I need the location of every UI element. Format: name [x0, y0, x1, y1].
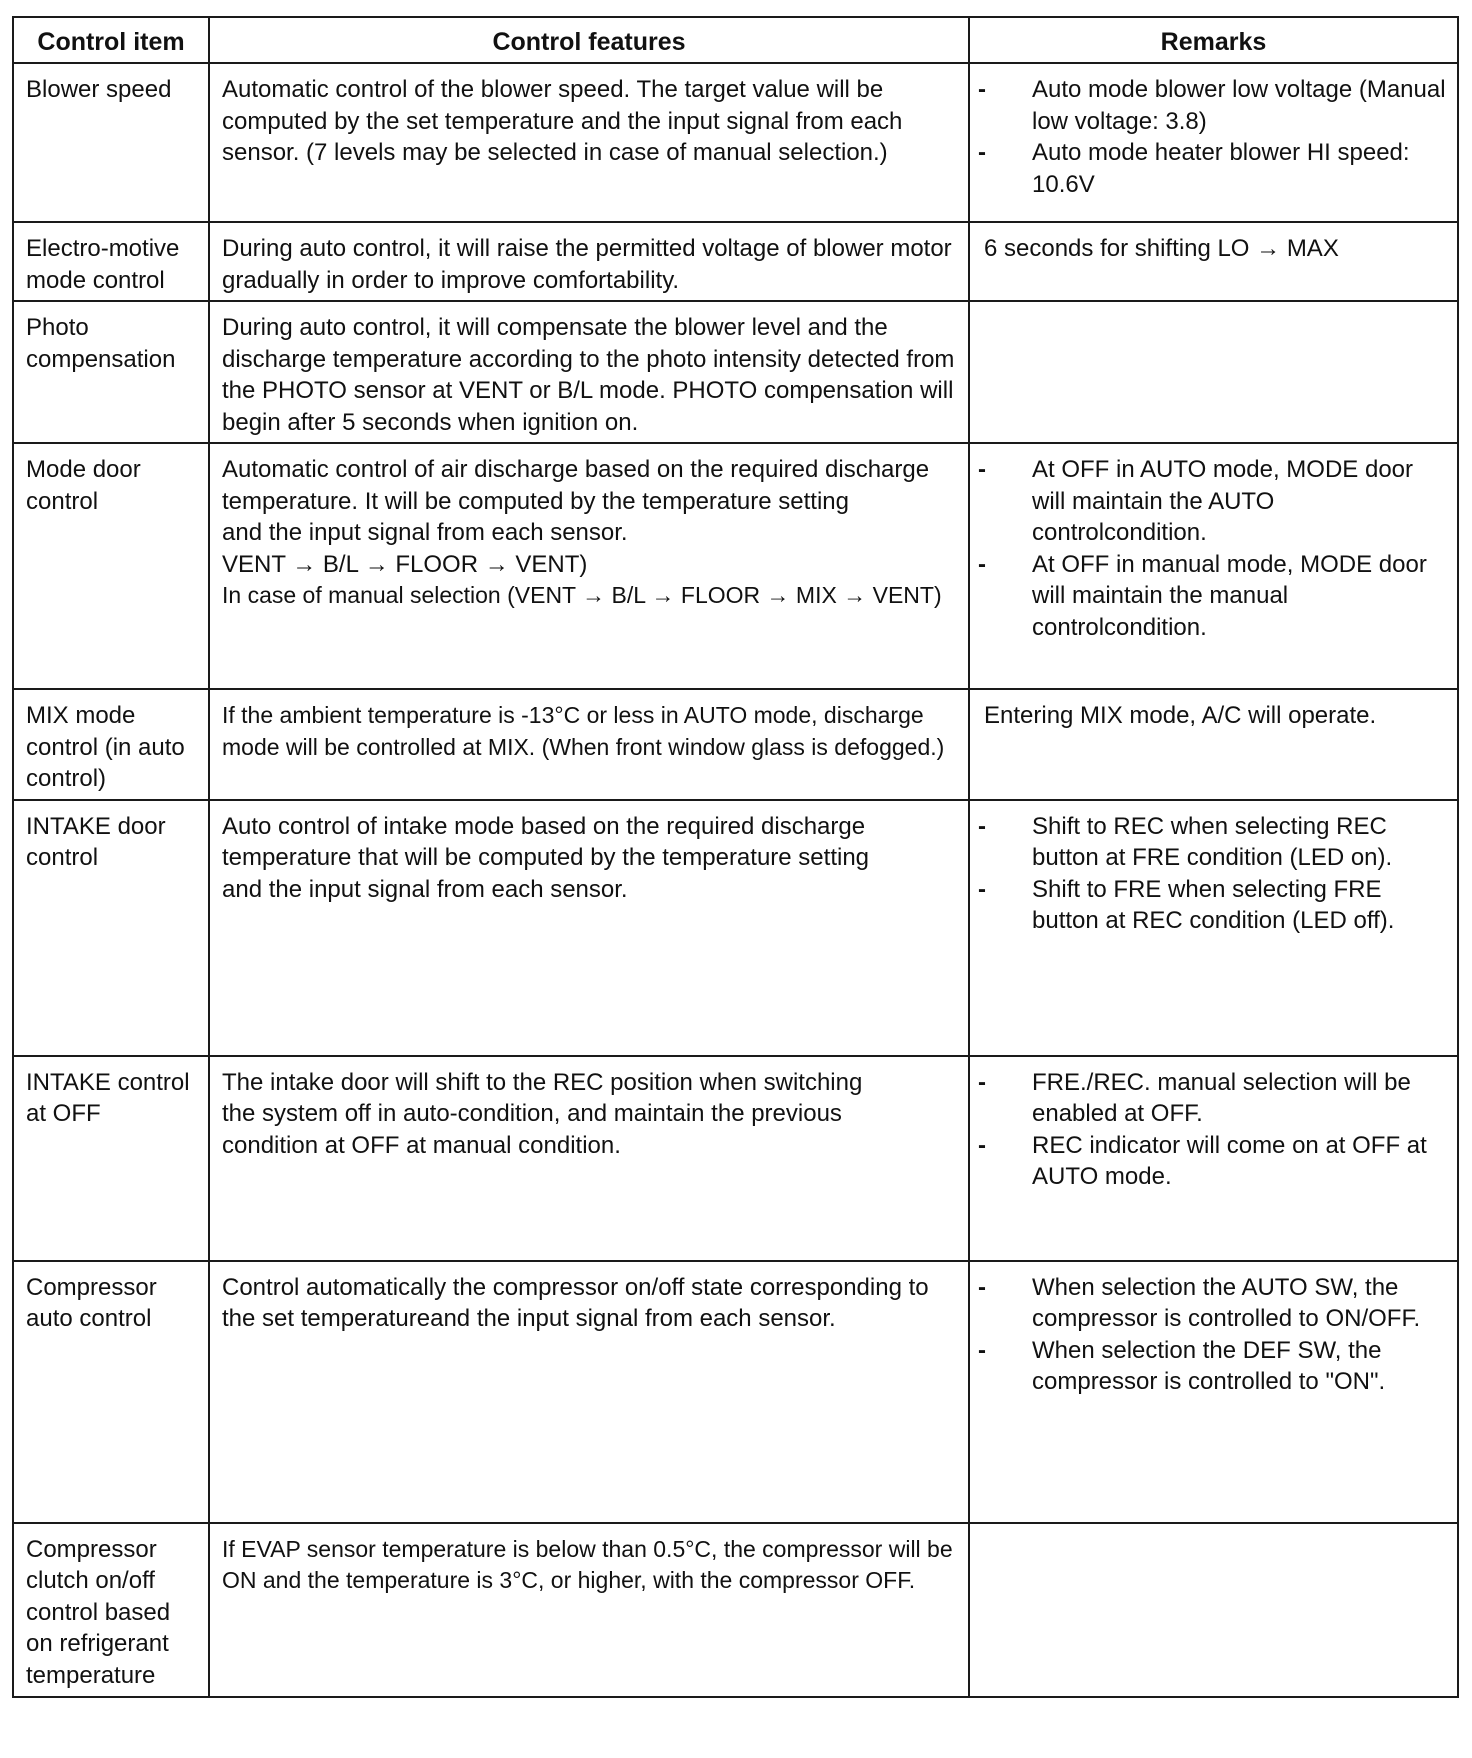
header-row [13, 17, 1458, 63]
control-table-sheet [12, 16, 1457, 1698]
table-row [13, 301, 1458, 443]
control-table [12, 16, 1459, 1698]
remark-bullet: - Shift to FRE when selecting FRE button at REC condition (LED off). [970, 874, 1449, 937]
table-row [13, 1523, 1458, 1697]
row-control-item: Compressor clutch on/off control based on refrigerant temperature [13, 1523, 209, 1697]
remark-bullet: - REC indicator will come on at OFF at AUTO mode. [970, 1130, 1449, 1193]
feature-line: In case of manual selection (VENT → B/L → FLOOR → MIX → VENT) [222, 582, 942, 608]
row-control-features: If the ambient temperature is -13°C or less in AUTO mode, discharge mode will be controlled at MIX. (When front window glass is defogged.) [209, 689, 969, 800]
feature-line: Automatic control of air discharge based on the required discharge [222, 456, 930, 483]
feature-line: temperature that will be computed by the temperature setting [222, 844, 870, 871]
row-remarks [969, 63, 1458, 222]
row-control-features [209, 443, 969, 689]
feature-line: and the input signal from each sensor. [222, 875, 628, 903]
row-control-item: Mode door control [13, 443, 209, 689]
header-remarks: Remarks [969, 17, 1458, 63]
row-control-item: Compressor auto control [13, 1261, 209, 1523]
row-control-item: Photo compensation [13, 301, 209, 443]
row-remarks [969, 1056, 1458, 1261]
remark-text: Entering MIX mode, A/C will operate. [984, 702, 1377, 729]
table-row [13, 222, 1458, 301]
row-remarks [969, 800, 1458, 1056]
remark-bullet: - When selection the DEF SW, the compressor is controlled to "ON". [970, 1335, 1449, 1398]
row-control-features [209, 800, 969, 1056]
row-control-item: MIX mode control (in auto control) [13, 689, 209, 800]
row-remarks [969, 1523, 1458, 1697]
row-remarks [969, 689, 1458, 800]
row-remarks [969, 222, 1458, 301]
table-row [13, 689, 1458, 800]
row-control-item: INTAKE control at OFF [13, 1056, 209, 1261]
row-control-item: Electro-motive mode control [13, 222, 209, 301]
feature-line: Auto control of intake mode based on the required discharge [222, 812, 866, 840]
remark-bullet: - When selection the AUTO SW, the compressor is controlled to ON/OFF. [970, 1272, 1449, 1335]
row-remarks [969, 443, 1458, 689]
table-row [13, 1056, 1458, 1261]
header-control-features: Control features [209, 17, 969, 63]
feature-line: temperature. It will be computed by the temperature setting [222, 487, 849, 515]
remark-bullet: - At OFF in AUTO mode, MODE door will maintain the AUTO controlcondition. [970, 454, 1449, 549]
row-control-features [209, 1056, 969, 1261]
row-remarks [969, 301, 1458, 443]
table-row [13, 1261, 1458, 1523]
row-control-features: Automatic control of the blower speed. The target value will be computed by the set temperature and the input signal from each sensor. (7 levels may be selected in case of manual selection.) [209, 63, 969, 222]
row-control-features: During auto control, it will raise the permitted voltage of blower motor gradually in order to improve comfortability. [209, 222, 969, 301]
feature-line: condition at OFF at manual condition. [222, 1131, 621, 1159]
remark-bullet: - At OFF in manual mode, MODE door will maintain the manual controlcondition. [970, 549, 1449, 644]
remark-bullet: - Auto mode blower low voltage (Manual low voltage: 3.8) [970, 74, 1449, 137]
remark-bullet: - FRE./REC. manual selection will be enabled at OFF. [970, 1067, 1449, 1130]
feature-line: VENT → B/L → FLOOR → VENT) [222, 550, 588, 578]
feature-line: the system off in auto-condition, and maintain the previous [222, 1100, 842, 1127]
row-control-item: Blower speed [13, 63, 209, 222]
feature-line: The intake door will shift to the REC position when switching [222, 1068, 863, 1096]
remark-bullet: - Auto mode heater blower HI speed: 10.6V [970, 137, 1449, 200]
row-control-item: INTAKE door control [13, 800, 209, 1056]
table-row [13, 800, 1458, 1056]
feature-line: and the input signal from each sensor. [222, 519, 628, 546]
row-control-features: If EVAP sensor temperature is below than 0.5°C, the compressor will be ON and the temperature is 3°C, or higher, with the compressor OFF. [209, 1523, 969, 1697]
table-row [13, 63, 1458, 222]
remark-text: 6 seconds for shifting LO → MAX [984, 235, 1339, 262]
table-row [13, 443, 1458, 689]
remark-bullet: - Shift to REC when selecting REC button at FRE condition (LED on). [970, 811, 1449, 874]
row-control-features: Control automatically the compressor on/off state corresponding to the set temperatureand the input signal from each sensor. [209, 1261, 969, 1523]
row-control-features: During auto control, it will compensate the blower level and the discharge temperature according to the photo intensity detected from the PHOTO sensor at VENT or B/L mode. PHOTO compensation will begin after 5 seconds when ignition on. [209, 301, 969, 443]
row-remarks [969, 1261, 1458, 1523]
header-control-item: Control item [13, 17, 209, 63]
